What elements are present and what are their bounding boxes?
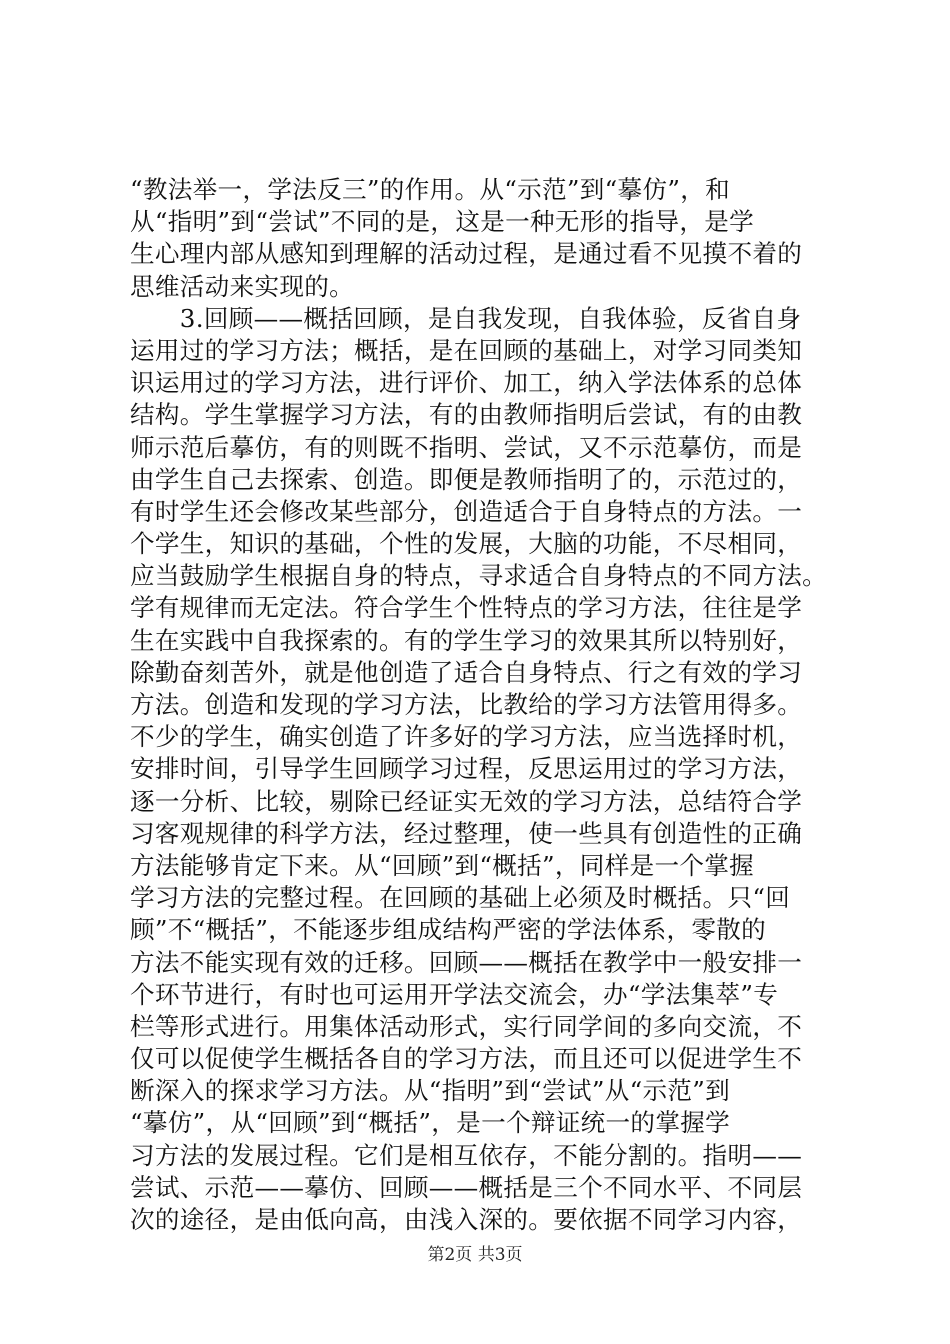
- text-line: 习方法的发展过程。它们是相互依存，不能分割的。指明——: [130, 1140, 803, 1170]
- text-line: 学有规律而无定法。符合学生个性特点的学习方法，往往是学: [130, 593, 803, 623]
- text-line: 运用过的学习方法；概括，是在回顾的基础上，对学习同类知: [130, 335, 803, 365]
- text-line: 方法。创造和发现的学习方法，比教给的学习方法管用得多。: [130, 690, 803, 719]
- text-line: 安排时间，引导学生回顾学习过程，反思运用过的学习方法，: [130, 754, 803, 784]
- text-line: 生在实践中自我探索的。有的学生学习的效果其所以特别好，: [130, 625, 803, 655]
- text-line: 尝试、示范——摹仿、回顾——概括是三个不同水平、不同层: [130, 1172, 803, 1202]
- text-line: 3.回顾——概括回顾，是自我发现，自我体验，反省自身: [130, 303, 802, 333]
- text-line: 思维活动来实现的。: [130, 271, 355, 301]
- text-line: 生心理内部从感知到理解的活动过程，是通过看不见摸不着的: [130, 239, 803, 269]
- text-line: 应当鼓励学生根据自身的特点，寻求适合自身特点的不同方法。: [130, 561, 828, 591]
- text-line: 方法能够肯定下来。从“回顾”到“概括”，同样是一个掌握: [130, 850, 755, 880]
- text-line: 个环节进行，有时也可运用开学法交流会，办“学法集萃”专: [130, 979, 779, 1009]
- text-line: 个学生，知识的基础，个性的发展，大脑的功能，不尽相同，: [130, 529, 803, 559]
- text-line: 方法不能实现有效的迁移。回顾——概括在教学中一般安排一: [130, 947, 803, 977]
- text-line: 由学生自己去探索、创造。即便是教师指明了的，示范过的，: [130, 464, 803, 494]
- text-line: 顾”不“概括”，不能逐步组成结构严密的学法体系，零散的: [130, 915, 767, 945]
- text-line: 次的途径，是由低向高，由浅入深的。要依据不同学习内容，: [130, 1205, 803, 1234]
- text-line: “教法举一，学法反三”的作用。从“示范”到“摹仿”，和: [130, 175, 731, 204]
- text-line: 师示范后摹仿，有的则既不指明、尝试，又不示范摹仿，而是: [130, 432, 803, 462]
- text-line: 从“指明”到“尝试”不同的是，这是一种无形的指导，是学: [130, 207, 755, 237]
- text-line: “摹仿”，从“回顾”到“概括”，是一个辩证统一的掌握学: [130, 1108, 731, 1138]
- text-line: 识运用过的学习方法，进行评价、加工，纳入学法体系的总体: [130, 368, 803, 398]
- text-line: 逐一分析、比较，剔除已经证实无效的学习方法，总结符合学: [130, 786, 803, 816]
- text-line: 学习方法的完整过程。在回顾的基础上必须及时概括。只“回: [130, 883, 791, 913]
- body-text: [130, 174, 830, 1236]
- text-line: 断深入的探求学习方法。从“指明”到“尝试”从“示范”到: [130, 1076, 731, 1106]
- text-line: 不少的学生，确实创造了许多好的学习方法，应当选择时机，: [130, 722, 803, 752]
- text-line: 栏等形式进行。用集体活动形式，实行同学间的多向交流，不: [130, 1011, 803, 1041]
- text-line: 有时学生还会修改某些部分，创造适合于自身特点的方法。一: [130, 496, 803, 526]
- text-line: 习客观规律的科学方法，经过整理，使一些具有创造性的正确: [130, 818, 803, 848]
- page-footer: 第2页 共3页: [427, 1245, 523, 1265]
- text-line: 结构。学生掌握学习方法，有的由教师指明后尝试，有的由教: [130, 400, 803, 430]
- text-line: 仅可以促使学生概括各自的学习方法，而且还可以促进学生不: [130, 1044, 803, 1074]
- text-line: 除勤奋刻苦外，就是他创造了适合自身特点、行之有效的学习: [130, 657, 803, 687]
